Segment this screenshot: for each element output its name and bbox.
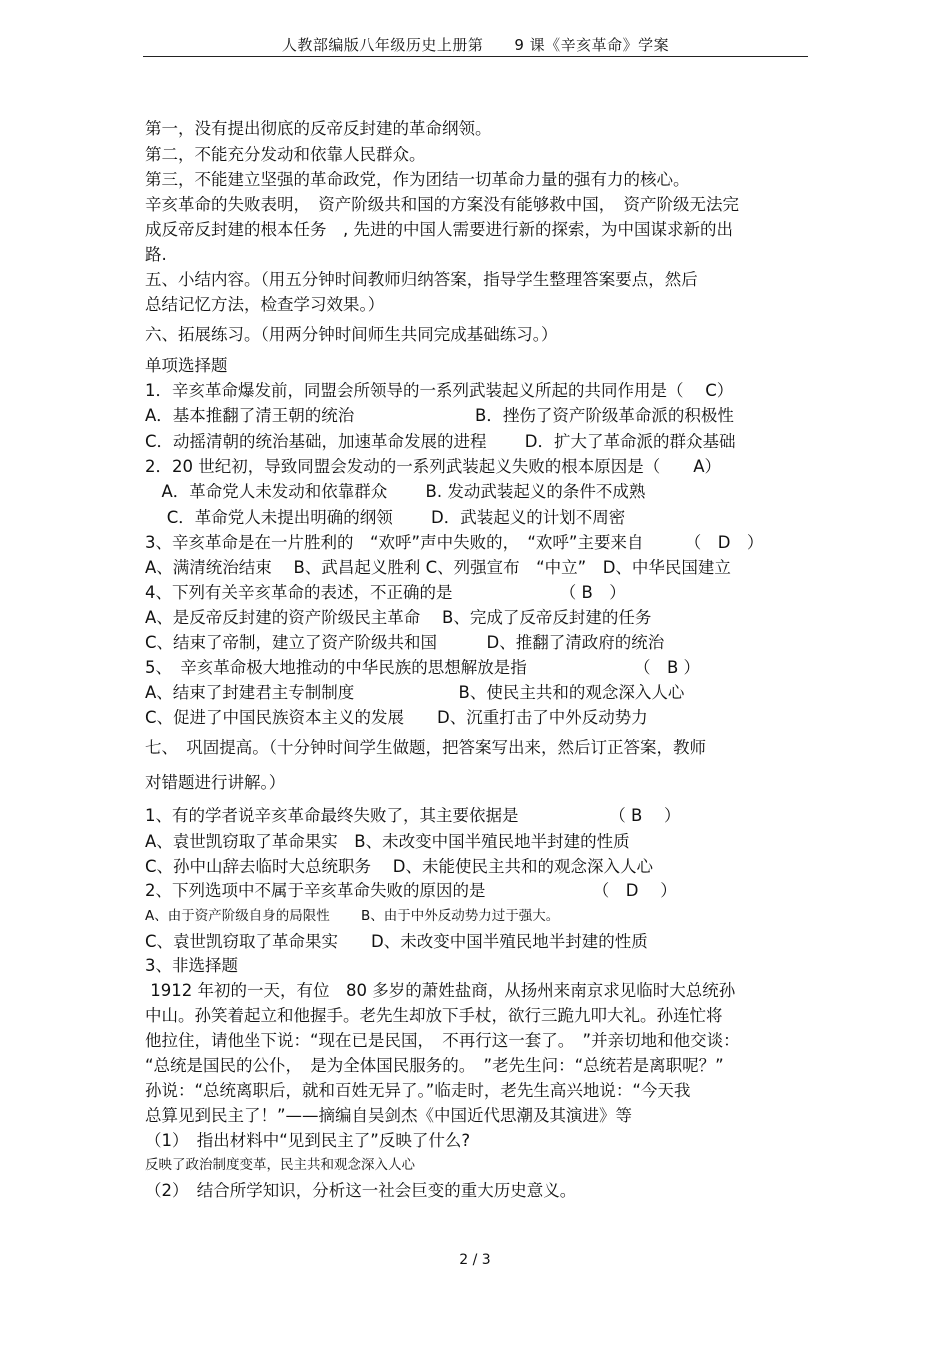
text-line: 中山。孙笑着起立和他握手。老先生却放下手杖，欲行三跪九叩大礼。孙连忙将 [145,1006,723,1025]
option-row: A、结束了封建君主专制制度 B、使民主共和的观念深入人心 [145,683,685,702]
text-line: 总结记忆方法，检查学习效果。） [145,295,385,314]
option-row: A、袁世凯窃取了革命果实 B、未改变中国半殖民地半封建的性质 [145,832,630,851]
option-row: C、袁世凯窃取了革命果实 D、未改变中国半殖民地半封建的性质 [145,932,648,951]
option-row: A．基本推翻了清王朝的统治 B．挫伤了资产阶级革命派的积极性 [145,406,734,425]
question: 2．20 世纪初，导致同盟会发动的一系列武装起义失败的根本原因是（ A） [145,457,722,476]
subsection-heading: 单项选择题 [145,356,228,375]
section-heading: 五、小结内容。（用五分钟时间教师归纳答案，指导学生整理答案要点，然后 [145,270,698,289]
option-row: C、促进了中国民族资本主义的发展 D、沉重打击了中外反动势力 [145,708,648,727]
question: 1．辛亥革命爆发前，同盟会所领导的一系列武装起义所起的共同作用是（ C） [145,381,734,400]
page-header: 人教部编版八年级历史上册第 9 课《辛亥革命》学案 [281,36,670,54]
option-row: A、是反帝反封建的资产阶级民主革命 B、完成了反帝反封建的任务 [145,608,652,627]
section-heading: 六、拓展练习。（用两分钟时间师生共同完成基础练习。） [145,325,558,344]
text-line: “总统是国民的公仆， 是为全体国民服务的。 ”老先生问：“总统若是离职呢？” [145,1056,724,1075]
subsection-heading: 3、非选择题 [145,956,238,975]
question: （1） 指出材料中“见到民主了”反映了什么? [145,1131,471,1150]
section-heading: 七、 巩固提高。（十分钟时间学生做题，把答案写出来，然后订正答案，教师 [145,738,706,757]
header-divider [143,56,808,57]
text-line: 第一，没有提出彻底的反帝反封建的革命纲领。 [145,119,492,138]
option-row: C．革命党人未提出明确的纲领 D．武装起义的计划不周密 [145,508,626,527]
option-row: A、满清统治结束 B、武昌起义胜利 C、列强宣布 “中立” D、中华民国建立 [145,558,731,577]
text-line: 路. [145,245,167,264]
option-row: C、孙中山辞去临时大总统职务 D、未能使民主共和的观念深入人心 [145,857,653,876]
text-line: 辛亥革命的失败表明， 资产阶级共和国的方案没有能够救中国， 资产阶级无法完 [145,195,739,214]
option-row: C、结束了帝制，建立了资产阶级共和国 D、推翻了清政府的统治 [145,633,665,652]
text-line: 对错题进行讲解。） [145,773,286,792]
text-line: 1912 年初的一天，有位 80 多岁的萧姓盐商，从扬州来南京求见临时大总统孙 [145,981,736,1000]
text-line: 第三，不能建立坚强的革命政党，作为团结一切革命力量的强有力的核心。 [145,170,690,189]
question: 3、辛亥革命是在一片胜利的 “欢呼”声中失败的， “欢呼”主要来自 （ D ） [145,533,764,552]
question: 4、下列有关辛亥革命的表述，不正确的是 （ B ） [145,583,626,602]
question: 1、有的学者说辛亥革命最终失败了，其主要依据是 （ B ） [145,806,681,825]
text-line: 孙说：“总统离职后，就和百姓无异了。”临走时，老先生高兴地说：“今天我 [145,1081,691,1100]
option-row: A、由于资产阶级自身的局限性 B、由于中外反动势力过于强大。 [145,908,560,924]
text-line: 他拉住，请他坐下说：“现在已是民国， 不再行这一套了。 ”并亲切地和他交谈： [145,1031,740,1050]
text-line: 成反帝反封建的根本任务 , 先进的中国人需要进行新的探索，为中国谋求新的出 [145,220,733,239]
answer-text: 反映了政治制度变革，民主共和观念深入人心 [145,1157,415,1173]
text-line: 总算见到民主了！”——摘编自吴剑杰《中国近代思潮及其演进》等 [145,1106,633,1125]
question: 5、 辛亥革命极大地推动的中华民族的思想解放是指 （ B ） [145,658,701,677]
option-row: C．动摇清朝的统治基础，加速革命发展的进程 D．扩大了革命派的群众基础 [145,432,736,451]
option-row: A．革命党人未发动和依靠群众 B. 发动武装起义的条件不成熟 [145,482,646,501]
page-number: 2 / 3 [459,1252,491,1268]
question: （2） 结合所学知识，分析这一社会巨变的重大历史意义。 [145,1181,577,1200]
text-line: 第二，不能充分发动和依靠人民群众。 [145,145,426,164]
question: 2、下列选项中不属于辛亥革命失败的原因的是 （ D ） [145,881,677,900]
